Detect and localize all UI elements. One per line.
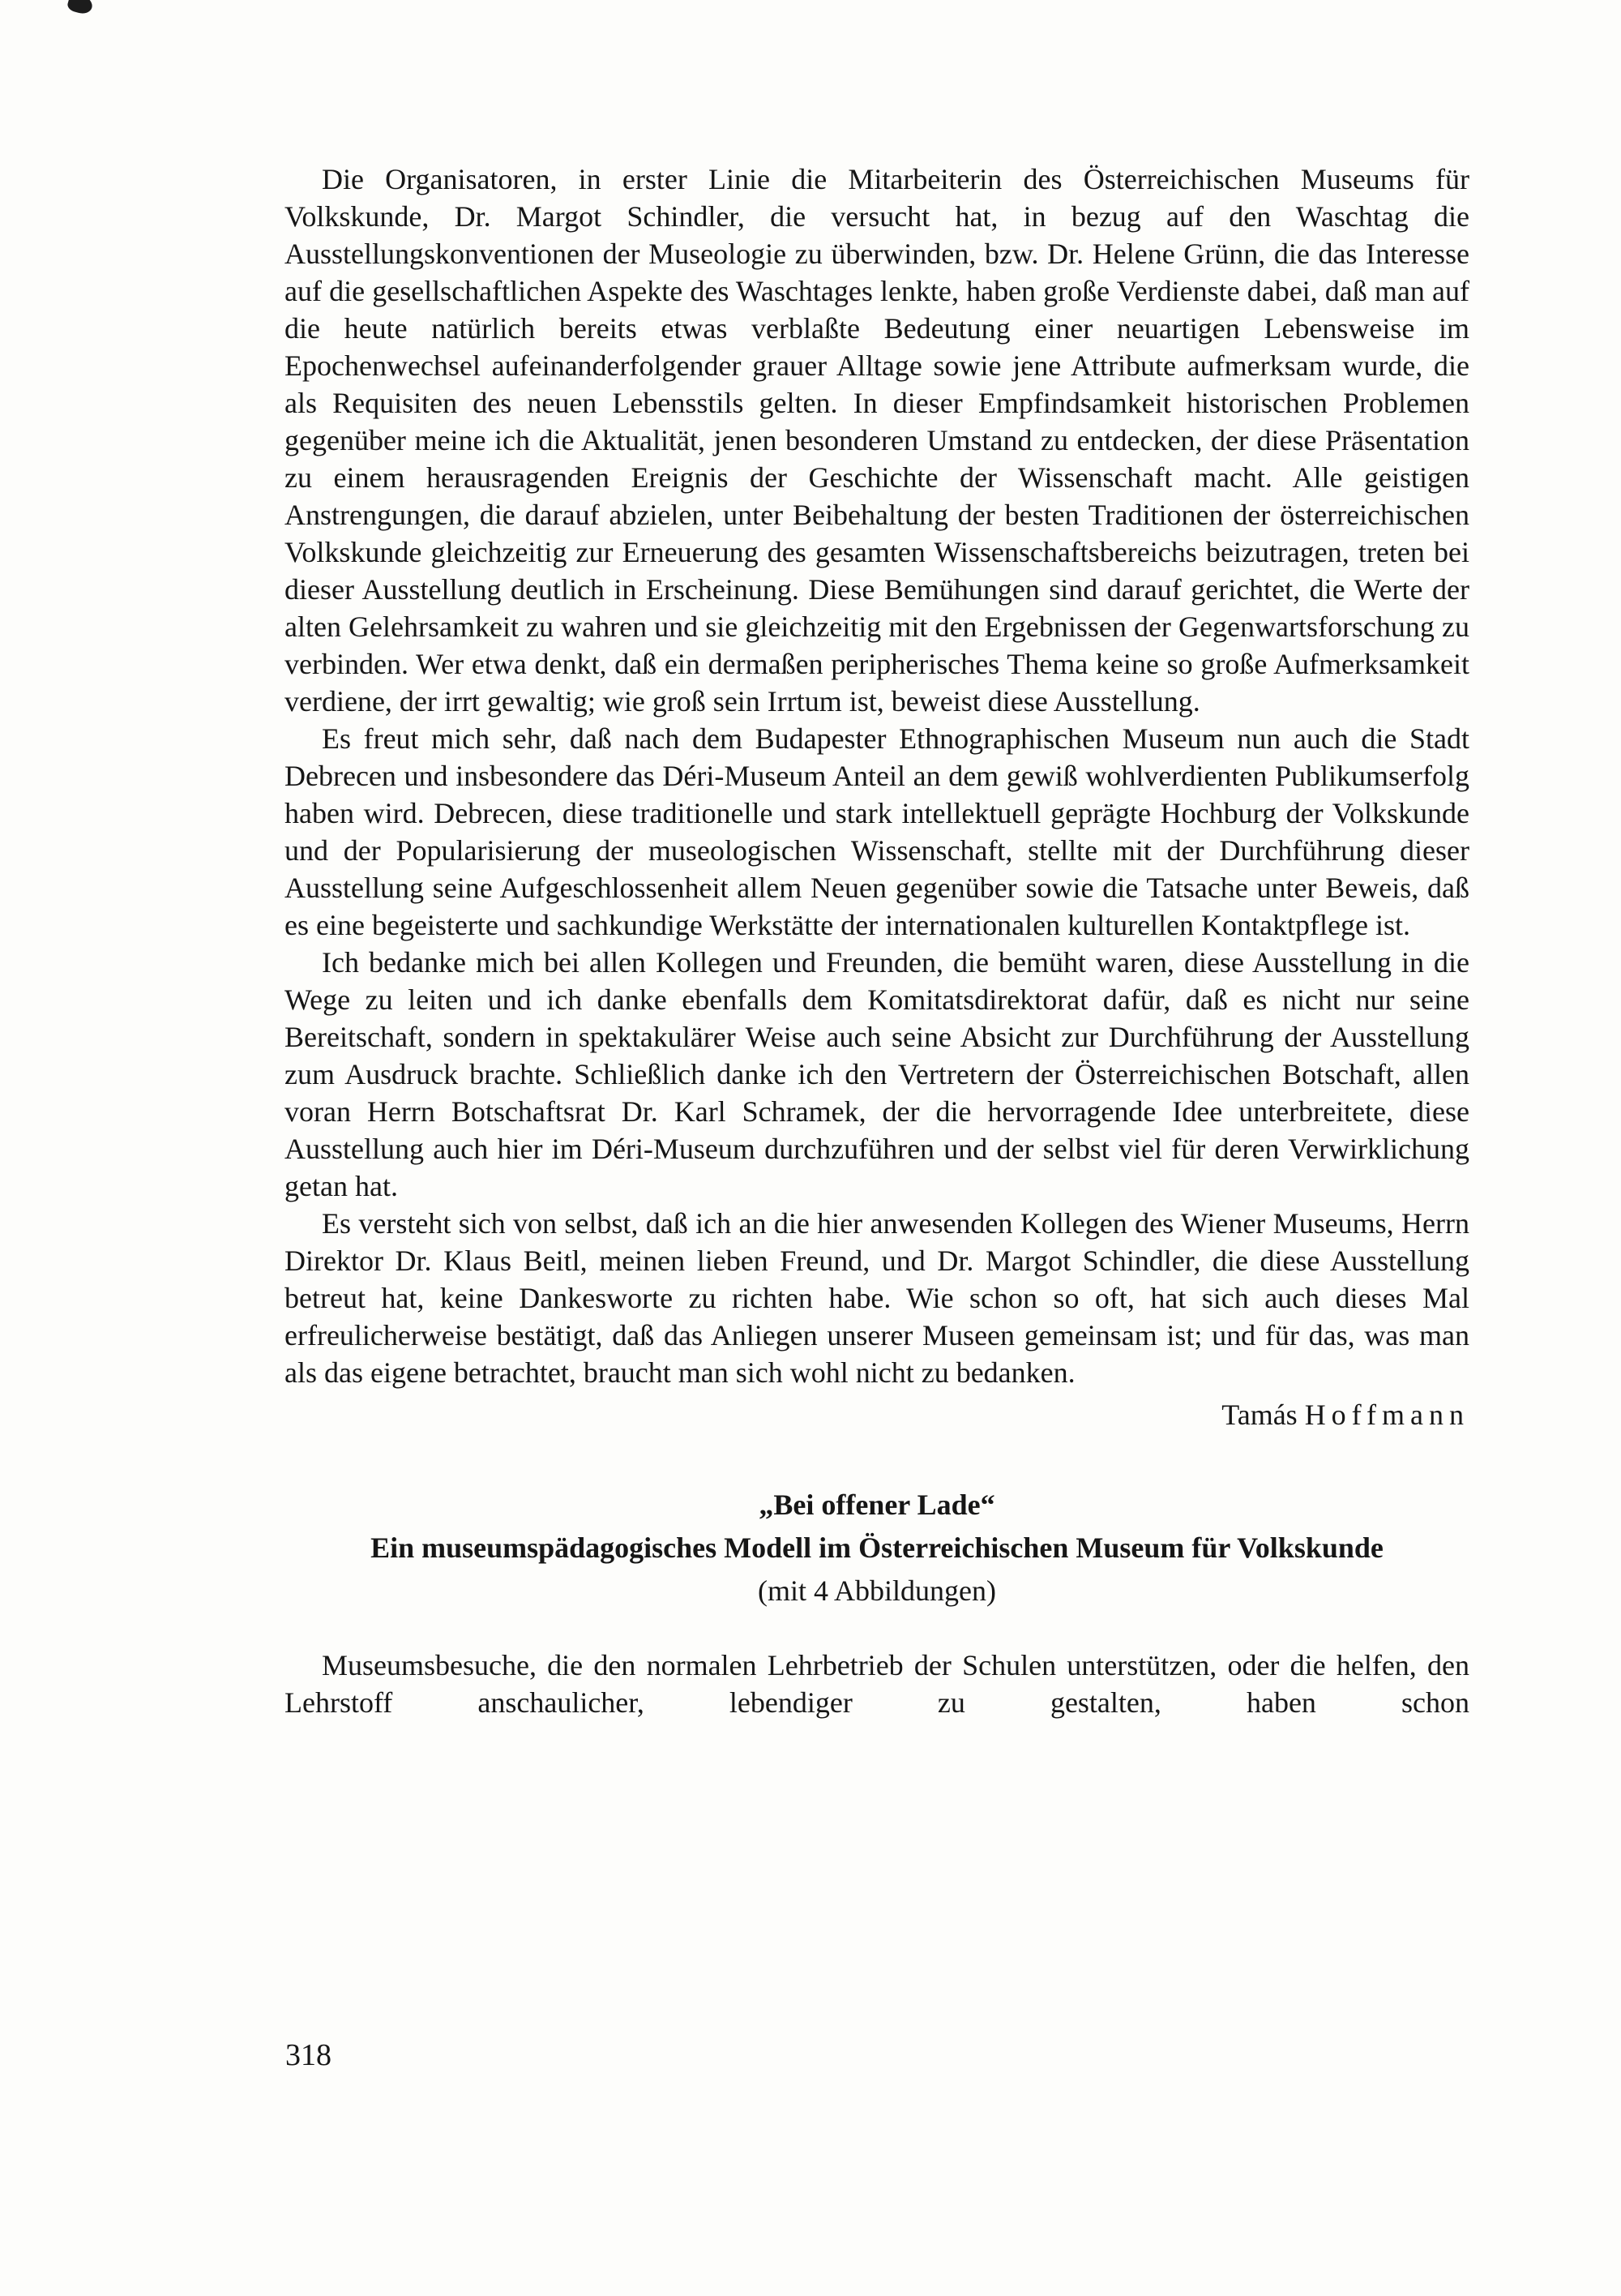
article-illustrations-note: (mit 4 Abbildungen) — [758, 1574, 996, 1607]
article-title: „Bei offener Lade“ — [759, 1489, 995, 1521]
scan-artifact — [66, 0, 95, 16]
article-subtitle: Ein museumspädagogisches Modell im Österreichischen Museum für Volkskunde — [370, 1531, 1384, 1564]
paragraph: Die Organisatoren, in erster Linie die Mitarbeiterin des Österreichischen Museums für Volkskunde, Dr. Margot Schindler, die versucht hat, in bezug auf den Waschtag die Ausstellungskonventionen der Museologie zu überwinden, bzw. Dr. Helene Grünn, die das Interesse auf die gesellschaftlichen Aspekte des Waschtages lenkte, haben große Verdienste dabei, daß man auf die heute natürlich bereits etwas verblaßte Bedeutung einer neuartigen Lebensweise im Epochenwechsel aufeinanderfolgender grauer Alltage sowie jene Attribute aufmerksam wurde, die als Requisiten des neuen Lebensstils gelten. In dieser Empfindsamkeit historischen Problemen gegenüber meine ich die Aktualität, jenen besonderen Umstand zu entdecken, der diese Präsentation zu einem herausragenden Ereignis der Geschichte der Wissenschaft macht. Alle geistigen Anstrengungen, die darauf abzielen, unter Beibehaltung der besten Traditionen der österreichischen Volkskunde gleichzeitig zur Erneuerung des gesamten Wissenschaftsbereichs beizutragen, treten bei dieser Ausstellung deutlich in Erscheinung. Diese Bemühungen sind darauf gerichtet, die Werte der alten Gelehrsamkeit zu wahren und sie gleichzeitig mit den Ergebnissen der Gegenwartsforschung zu verbinden. Wer etwa denkt, daß ein dermaßen peripherisches Thema keine so große Aufmerksamkeit verdiene, der irrt gewaltig; wie groß sein Irrtum ist, beweist diese Ausstellung. — [284, 163, 1469, 718]
paragraph: Es freut mich sehr, daß nach dem Budapester Ethnographischen Museum nun auch die Stadt Debrecen und insbesondere das Déri-Museum Anteil an dem gewiß wohlverdienten Publikumserfolg haben wird. Debrecen, diese traditionelle und stark intellektuell geprägte Hochburg der Volkskunde und der Popularisierung der museologischen Wissenschaft, stellte mit der Durchführung dieser Ausstellung seine Aufgeschlossenheit allem Neuen gegenüber sowie die Tatsache unter Beweis, daß es eine begeisterte und sachkundige Werkstätte der internationalen kulturellen Kontaktpflege ist. — [284, 722, 1469, 941]
page-number: 318 — [285, 2038, 331, 2072]
paragraph: Es versteht sich von selbst, daß ich an die hier anwesenden Kollegen des Wiener Museums, Herrn Direktor Dr. Klaus Beitl, meinen lieben Freund, und Dr. Margot Schindler, die diese Ausstellung betreut hat, keine Dankesworte zu richten habe. Wie schon so oft, hat sich auch dieses Mal erfreulicherweise bestätigt, daß das Anliegen unserer Museen gemeinsam ist; und für das, was man als das eigene betrachtet, braucht man sich wohl nicht zu bedanken. — [284, 1207, 1469, 1389]
author-signature — [284, 1396, 1469, 1433]
author-given-name: Tamás — [1221, 1399, 1298, 1431]
text-block — [284, 161, 1469, 1721]
paragraph: Ich bedanke mich bei allen Kollegen und Freunden, die bemüht waren, diese Ausstellung in die Wege zu leiten und ich danke ebenfalls dem Komitatsdirektorat dafür, daß es nicht nur seine Bereitschaft, sondern in spektakulärer Weise auch seine Absicht zur Durchführung der Ausstellung zum Ausdruck brachte. Schließlich danke ich den Vertretern der Österreichischen Botschaft, allen voran Herrn Botschaftsrat Dr. Karl Schramek, der die hervorragende Idee unterbreitete, diese Ausstellung auch hier im Déri-Museum durchzuführen und der selbst viel für deren Verwirklichung getan hat. — [284, 946, 1469, 1202]
next-article-heading — [284, 1484, 1469, 1613]
paragraph: Museumsbesuche, die den normalen Lehrbetrieb der Schulen unterstützen, oder die helfen, den Lehrstoff anschaulicher, lebendiger zu gestalten, haben schon — [284, 1649, 1469, 1719]
author-family-name: Hoffmann — [1304, 1399, 1469, 1431]
